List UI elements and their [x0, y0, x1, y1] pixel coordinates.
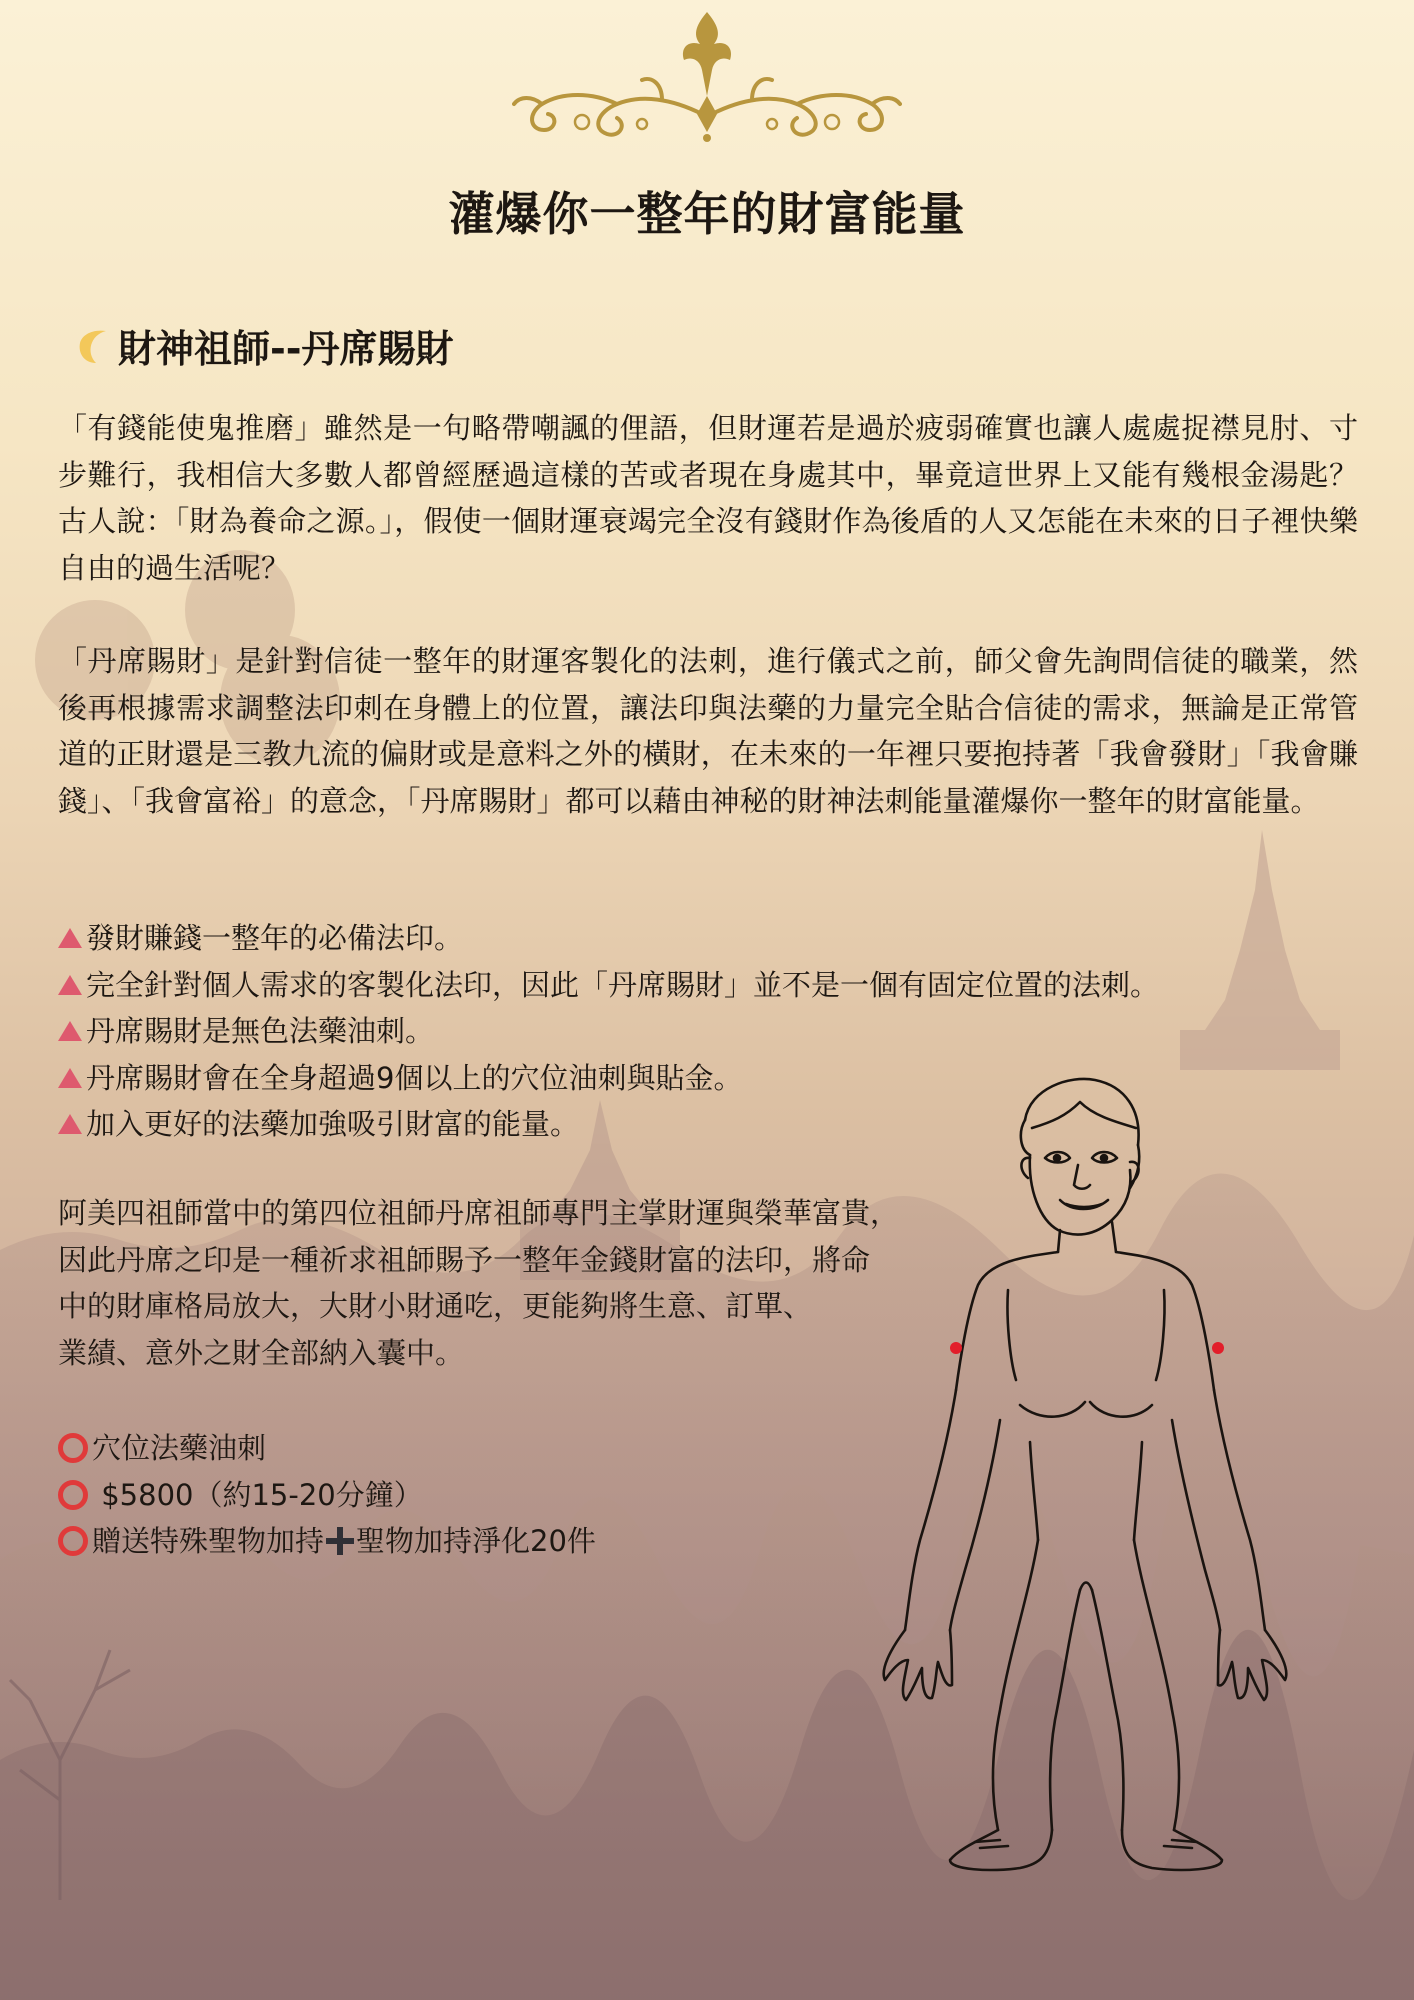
red-circle-icon [58, 1480, 88, 1510]
list-item [58, 962, 1378, 1009]
offer-item [58, 1472, 596, 1519]
red-triangle-icon [58, 1021, 82, 1041]
list-item-text: 加入更好的法藥加強吸引財富的能量。 [86, 1107, 580, 1141]
description-paragraph: 「丹席賜財」是針對信徒一整年的財運客製化的法刺，進行儀式之前，師父會先詢問信徒的職業，然後再根據需求調整法印刺在身體上的位置，讓法印與法藥的力量完全貼合信徒的需求，無論是正常管道的正財還是三教九流的偏財或是意料之外的橫財，在未來的一年裡只要抱持著「我會發財」「我會賺錢」、「我會富裕」的意念，「丹席賜財」都可以藉由神秘的財神法刺能量灌爆你一整年的財富能量。 [58, 644, 1358, 818]
offer-price: $5800（約15-20分鐘） [92, 1477, 423, 1512]
paragraph-line: 因此丹席之印是一種祈求祖師賜予一整年金錢財富的法印，將命 [58, 1242, 871, 1277]
acupoint-right-arm [1212, 1342, 1224, 1354]
paragraph-line: 阿美四祖師當中的第四位祖師丹席祖師專門主掌財運與榮華富貴， [58, 1196, 900, 1230]
intro-paragraph: 「有錢能使鬼推磨」雖然是一句略帶嘲諷的俚語，但財運若是過於疲弱確實也讓人處處捉襟見肘、寸步難行，我相信大多數人都曾經歷過這樣的苦或者現在身處其中，畢竟這世界上又能有幾根金湯匙？古人說：「財為養命之源。」，假使一個財運衰竭完全沒有錢財作為後盾的人又怎能在未來的日子裡快樂自由的過生活呢？ [58, 411, 1358, 585]
paragraph-line: 業績、意外之財全部納入囊中。 [58, 1335, 465, 1370]
gold-ornament-icon [512, 4, 902, 144]
list-item [58, 915, 1378, 962]
list-item-text: 發財賺錢一整年的必備法印。 [86, 921, 464, 955]
offer-item [58, 1518, 596, 1565]
list-item-text: 完全針對個人需求的客製化法印，因此「丹席賜財」並不是一個有固定位置的法刺。 [86, 967, 1160, 1002]
red-triangle-icon [58, 1068, 82, 1088]
list-item-text: 丹席賜財會在全身超過9個以上的穴位油刺與貼金。 [86, 1060, 743, 1095]
offer-list [58, 1425, 596, 1565]
page-title: 灌爆你一整年的財富能量 [448, 187, 966, 241]
crescent-moon-icon [76, 323, 116, 369]
red-triangle-icon [58, 928, 82, 948]
master-paragraph [58, 1190, 1018, 1376]
red-triangle-icon [58, 975, 82, 995]
list-item [58, 1008, 1378, 1055]
section-heading [76, 318, 454, 373]
red-circle-icon [58, 1433, 88, 1463]
acupoint-left-arm [950, 1342, 962, 1354]
red-triangle-icon [58, 1114, 82, 1134]
heavy-plus-icon [326, 1527, 354, 1555]
offer-service: 穴位法藥油刺 [92, 1431, 267, 1465]
red-circle-icon [58, 1526, 88, 1556]
offer-item [58, 1425, 596, 1472]
offer-gift-part1: 贈送特殊聖物加持 [92, 1524, 325, 1558]
section-heading-text: 財神祖師--丹席賜財 [118, 327, 454, 371]
paragraph-line: 中的財庫格局放大，大財小財通吃，更能夠將生意、訂單、 [58, 1289, 813, 1323]
list-item-text: 丹席賜財是無色法藥油刺。 [86, 1014, 435, 1048]
human-figure-illustration [880, 1070, 1300, 1900]
offer-gift-part2: 聖物加持淨化20件 [356, 1524, 596, 1558]
